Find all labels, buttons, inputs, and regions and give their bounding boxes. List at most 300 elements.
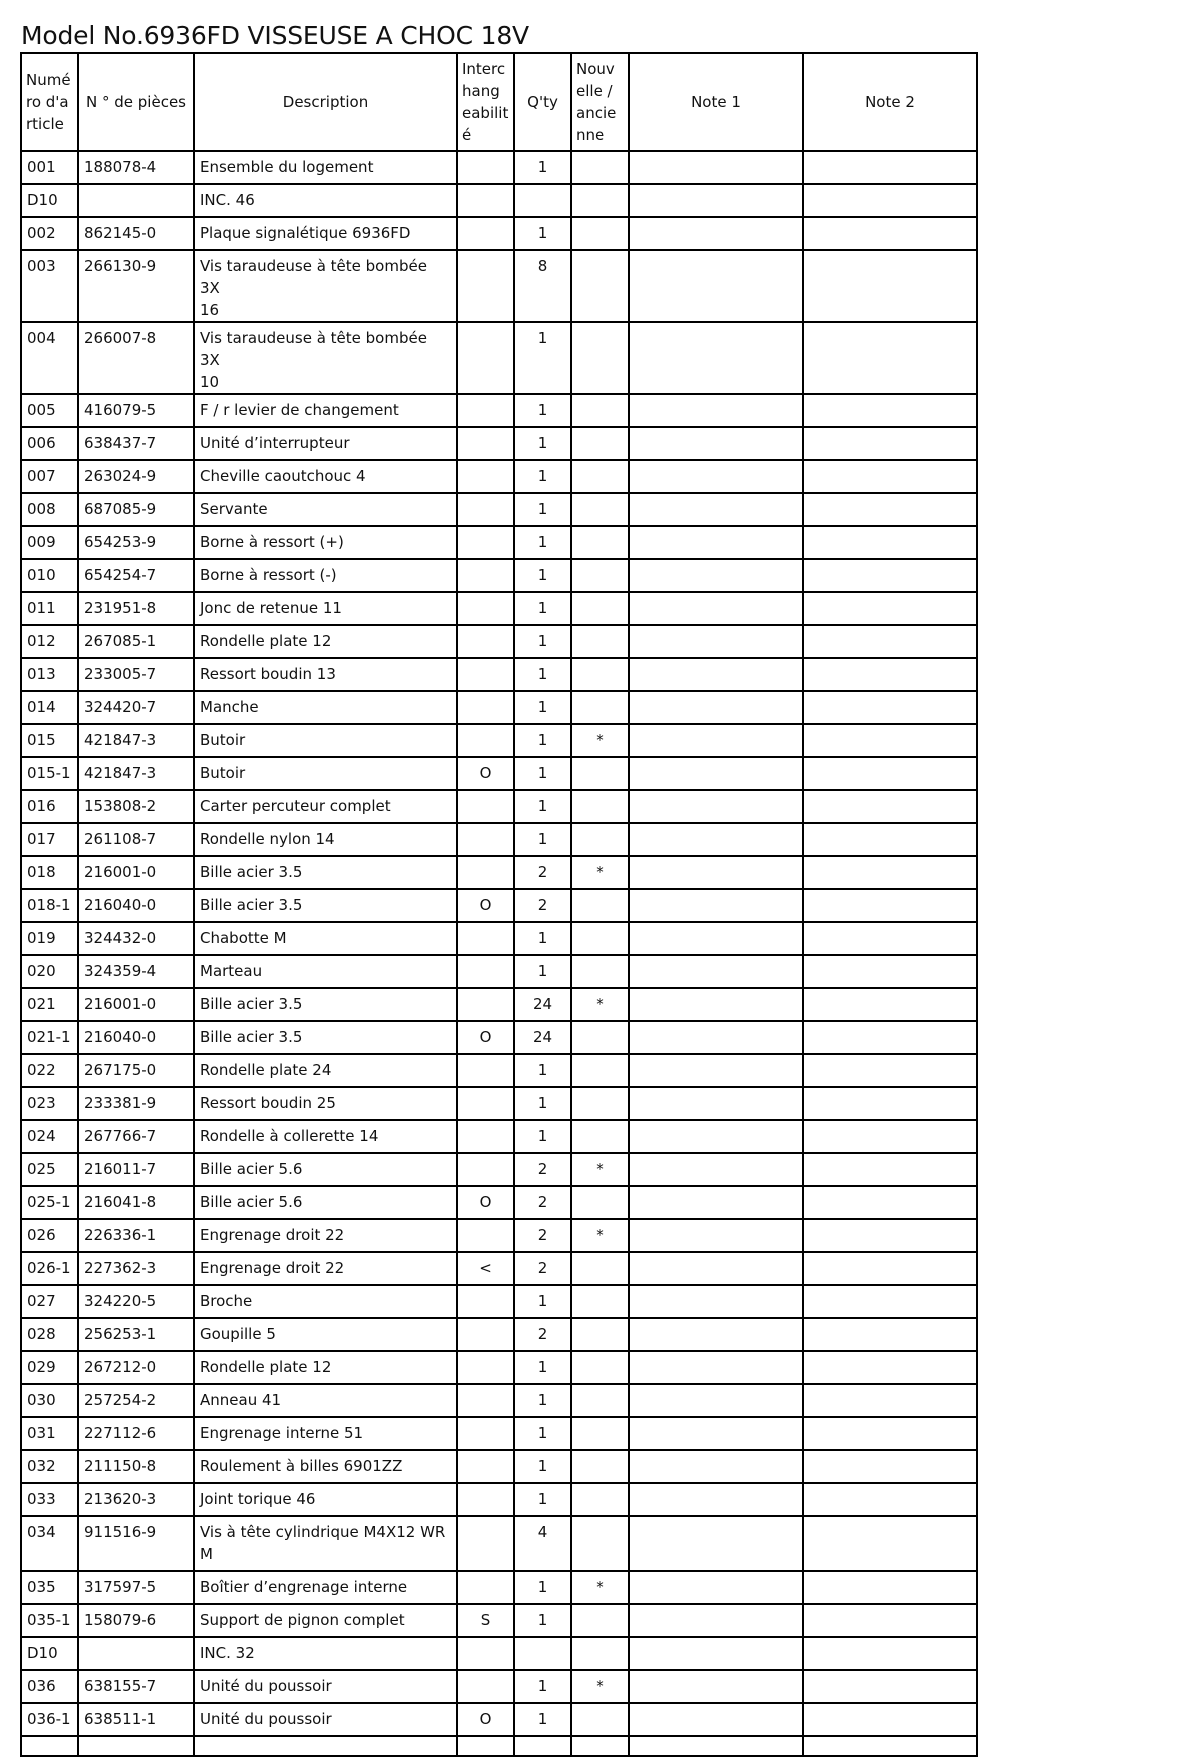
note-2-cell [803,1450,977,1483]
part-number-cell: 256253-1 [78,1318,194,1351]
quantity-cell: 1 [514,526,571,559]
note-1-cell [629,526,803,559]
item-number-cell: D10 [21,1637,78,1670]
new-old-cell: * [571,988,629,1021]
description-cell: Rondelle nylon 14 [194,823,457,856]
item-number-cell: 032 [21,1450,78,1483]
note-2-cell [803,1604,977,1637]
description-cell: Engrenage interne 51 [194,1417,457,1450]
note-2-cell [803,559,977,592]
new-old-cell [571,889,629,922]
description-cell: Joint torique 46 [194,1483,457,1516]
description-cell: Marteau [194,955,457,988]
item-number-cell: 035-1 [21,1604,78,1637]
new-old-cell: * [571,1219,629,1252]
part-number-cell: 638155-7 [78,1670,194,1703]
note-1-cell [629,1637,803,1670]
new-old-cell [571,1703,629,1736]
description-cell: Anneau 41 [194,1384,457,1417]
interchangeability-cell [457,526,514,559]
item-number-cell: 022 [21,1054,78,1087]
new-old-cell [571,1417,629,1450]
new-old-cell [571,526,629,559]
description-cell: Bille acier 3.5 [194,988,457,1021]
note-2-cell [803,856,977,889]
item-number-cell: 007 [21,460,78,493]
part-number-cell: 216001-0 [78,988,194,1021]
interchangeability-cell [457,460,514,493]
interchangeability-cell [457,151,514,184]
interchangeability-cell [457,322,514,394]
table-row [21,526,977,559]
note-2-cell [803,427,977,460]
quantity-cell: 1 [514,322,571,394]
note-1-cell [629,592,803,625]
new-old-cell [571,757,629,790]
table-row [21,1703,977,1736]
new-old-cell [571,955,629,988]
table-row [21,856,977,889]
part-number-cell: 216001-0 [78,856,194,889]
item-number-cell: 027 [21,1285,78,1318]
interchangeability-cell: O [457,1186,514,1219]
note-2-cell [803,823,977,856]
description-cell: Unité du poussoir [194,1703,457,1736]
note-1-cell [629,460,803,493]
interchangeability-cell [457,625,514,658]
note-2-cell [803,922,977,955]
quantity-cell: 4 [514,1516,571,1571]
interchangeability-cell [457,1670,514,1703]
part-number-cell: 231951-8 [78,592,194,625]
table-row [21,1219,977,1252]
note-1-cell [629,1736,803,1756]
item-number-cell: 035 [21,1571,78,1604]
description-cell: Support de pignon complet [194,1604,457,1637]
interchangeability-cell [457,592,514,625]
interchangeability-cell [457,724,514,757]
new-old-cell [571,1087,629,1120]
note-2-cell [803,1670,977,1703]
note-1-cell [629,1384,803,1417]
note-2-cell [803,889,977,922]
new-old-cell [571,691,629,724]
item-number-cell: 014 [21,691,78,724]
interchangeability-cell [457,691,514,724]
table-row [21,757,977,790]
part-number-cell: 421847-3 [78,724,194,757]
header-part-number: N ° de pièces [78,53,194,151]
note-2-cell [803,394,977,427]
table-row [21,988,977,1021]
item-number-cell: 021 [21,988,78,1021]
interchangeability-cell [457,1637,514,1670]
description-cell: Butoir [194,757,457,790]
header-new-old: Nouv elle / ancie nne [571,53,629,151]
interchangeability-cell [457,1736,514,1756]
description-cell [194,1736,457,1756]
new-old-cell [571,1318,629,1351]
item-number-cell: 026-1 [21,1252,78,1285]
interchangeability-cell [457,955,514,988]
interchangeability-cell: O [457,1021,514,1054]
part-number-cell: 227112-6 [78,1417,194,1450]
quantity-cell: 1 [514,559,571,592]
note-2-cell [803,1417,977,1450]
parts-table [20,52,978,1757]
new-old-cell [571,790,629,823]
note-1-cell [629,217,803,250]
table-row [21,1087,977,1120]
quantity-cell: 2 [514,1219,571,1252]
item-number-cell: 008 [21,493,78,526]
table-row [21,658,977,691]
quantity-cell: 1 [514,394,571,427]
new-old-cell: * [571,724,629,757]
description-cell: Jonc de retenue 11 [194,592,457,625]
header-item-number: Numé ro d'a rticle [21,53,78,151]
note-2-cell [803,526,977,559]
note-2-cell [803,1087,977,1120]
part-number-cell: 216041-8 [78,1186,194,1219]
description-cell: Bille acier 3.5 [194,889,457,922]
interchangeability-cell [457,1153,514,1186]
note-2-cell [803,625,977,658]
interchangeability-cell: O [457,1703,514,1736]
interchangeability-cell [457,184,514,217]
interchangeability-cell [457,217,514,250]
description-cell: Engrenage droit 22 [194,1219,457,1252]
header-interchangeability: Interc hang eabilit é [457,53,514,151]
part-number-cell: 257254-2 [78,1384,194,1417]
part-number-cell: 263024-9 [78,460,194,493]
item-number-cell: 010 [21,559,78,592]
item-number-cell: 024 [21,1120,78,1153]
note-1-cell [629,757,803,790]
table-row [21,1417,977,1450]
document-title: Model No.6936FD VISSEUSE A CHOC 18V [21,21,529,50]
new-old-cell: * [571,1670,629,1703]
table-row [21,1186,977,1219]
interchangeability-cell [457,1318,514,1351]
note-1-cell [629,1450,803,1483]
interchangeability-cell [457,559,514,592]
part-number-cell: 227362-3 [78,1252,194,1285]
interchangeability-cell: O [457,757,514,790]
note-2-cell [803,955,977,988]
item-number-cell: 031 [21,1417,78,1450]
quantity-cell: 1 [514,1054,571,1087]
part-number-cell: 654254-7 [78,559,194,592]
part-number-cell: 267085-1 [78,625,194,658]
table-row [21,1285,977,1318]
interchangeability-cell [457,1054,514,1087]
item-number-cell: 028 [21,1318,78,1351]
description-cell: Vis taraudeuse à tête bombée 3X 10 [194,322,457,394]
new-old-cell [571,493,629,526]
note-2-cell [803,1318,977,1351]
description-cell: Ressort boudin 25 [194,1087,457,1120]
header-quantity: Q'ty [514,53,571,151]
note-2-cell [803,658,977,691]
header-note-2: Note 2 [803,53,977,151]
table-row [21,625,977,658]
table-row [21,1637,977,1670]
table-row [21,1483,977,1516]
new-old-cell [571,394,629,427]
interchangeability-cell [457,493,514,526]
note-2-cell [803,988,977,1021]
quantity-cell: 1 [514,1571,571,1604]
description-cell: Bille acier 3.5 [194,856,457,889]
new-old-cell [571,922,629,955]
description-cell: Boîtier d’engrenage interne [194,1571,457,1604]
part-number-cell: 216040-0 [78,889,194,922]
table-row [21,1670,977,1703]
note-1-cell [629,1571,803,1604]
part-number-cell: 233381-9 [78,1087,194,1120]
quantity-cell: 2 [514,856,571,889]
table-row [21,217,977,250]
note-2-cell [803,1120,977,1153]
description-cell: Bille acier 3.5 [194,1021,457,1054]
interchangeability-cell: O [457,889,514,922]
item-number-cell: 026 [21,1219,78,1252]
item-number-cell: 020 [21,955,78,988]
new-old-cell [571,1736,629,1756]
note-1-cell [629,889,803,922]
note-1-cell [629,1483,803,1516]
note-2-cell [803,1219,977,1252]
note-2-cell [803,1483,977,1516]
item-number-cell: 036 [21,1670,78,1703]
new-old-cell [571,658,629,691]
description-cell: Broche [194,1285,457,1318]
new-old-cell [571,250,629,322]
note-2-cell [803,151,977,184]
interchangeability-cell: S [457,1604,514,1637]
item-number-cell: 023 [21,1087,78,1120]
part-number-cell: 317597-5 [78,1571,194,1604]
quantity-cell: 2 [514,1252,571,1285]
item-number-cell: 036-1 [21,1703,78,1736]
part-number-cell: 911516-9 [78,1516,194,1571]
part-number-cell: 158079-6 [78,1604,194,1637]
note-1-cell [629,394,803,427]
table-row [21,823,977,856]
description-cell: Rondelle à collerette 14 [194,1120,457,1153]
new-old-cell [571,1252,629,1285]
note-1-cell [629,493,803,526]
note-2-cell [803,217,977,250]
note-2-cell [803,1351,977,1384]
description-cell: INC. 46 [194,184,457,217]
item-number-cell: 018-1 [21,889,78,922]
new-old-cell [571,1054,629,1087]
interchangeability-cell: < [457,1252,514,1285]
quantity-cell: 1 [514,1285,571,1318]
quantity-cell: 1 [514,724,571,757]
quantity-cell: 1 [514,1384,571,1417]
table-row [21,559,977,592]
table-row [21,184,977,217]
table-row [21,1153,977,1186]
quantity-cell [514,1736,571,1756]
quantity-cell [514,184,571,217]
new-old-cell [571,1384,629,1417]
part-number-cell: 421847-3 [78,757,194,790]
description-cell: Plaque signalétique 6936FD [194,217,457,250]
quantity-cell: 2 [514,889,571,922]
part-number-cell: 324432-0 [78,922,194,955]
note-1-cell [629,559,803,592]
item-number-cell: 012 [21,625,78,658]
interchangeability-cell [457,1120,514,1153]
item-number-cell: 004 [21,322,78,394]
new-old-cell [571,559,629,592]
note-1-cell [629,1252,803,1285]
table-row [21,955,977,988]
table-row [21,394,977,427]
table-row [21,790,977,823]
part-number-cell [78,184,194,217]
part-number-cell: 211150-8 [78,1450,194,1483]
description-cell: Unité d’interrupteur [194,427,457,460]
note-2-cell [803,1637,977,1670]
note-1-cell [629,1318,803,1351]
item-number-cell: 025-1 [21,1186,78,1219]
note-2-cell [803,1186,977,1219]
note-2-cell [803,1516,977,1571]
description-cell: Roulement à billes 6901ZZ [194,1450,457,1483]
note-1-cell [629,1087,803,1120]
new-old-cell [571,460,629,493]
part-number-cell [78,1736,194,1756]
new-old-cell [571,1604,629,1637]
note-2-cell [803,1021,977,1054]
quantity-cell: 1 [514,427,571,460]
note-1-cell [629,1670,803,1703]
part-number-cell: 188078-4 [78,151,194,184]
item-number-cell: 017 [21,823,78,856]
description-cell: Ensemble du logement [194,151,457,184]
item-number-cell: 019 [21,922,78,955]
new-old-cell [571,625,629,658]
new-old-cell [571,1021,629,1054]
interchangeability-cell [457,394,514,427]
quantity-cell: 2 [514,1186,571,1219]
interchangeability-cell [457,823,514,856]
note-2-cell [803,592,977,625]
table-row [21,1120,977,1153]
new-old-cell [571,322,629,394]
quantity-cell: 1 [514,151,571,184]
table-header-row [21,53,977,151]
note-1-cell [629,427,803,460]
description-cell: Rondelle plate 12 [194,625,457,658]
note-1-cell [629,1054,803,1087]
quantity-cell: 24 [514,988,571,1021]
quantity-cell: 1 [514,823,571,856]
item-number-cell: 002 [21,217,78,250]
item-number-cell: 021-1 [21,1021,78,1054]
part-number-cell: 654253-9 [78,526,194,559]
item-number-cell: D10 [21,184,78,217]
description-cell: Manche [194,691,457,724]
item-number-cell: 005 [21,394,78,427]
new-old-cell [571,1351,629,1384]
quantity-cell [514,1637,571,1670]
quantity-cell: 1 [514,757,571,790]
part-number-cell: 266130-9 [78,250,194,322]
new-old-cell [571,823,629,856]
new-old-cell [571,1516,629,1571]
table-row [21,1054,977,1087]
note-2-cell [803,757,977,790]
part-number-cell: 416079-5 [78,394,194,427]
interchangeability-cell [457,856,514,889]
interchangeability-cell [457,790,514,823]
part-number-cell: 153808-2 [78,790,194,823]
part-number-cell: 324359-4 [78,955,194,988]
note-1-cell [629,1219,803,1252]
part-number-cell: 226336-1 [78,1219,194,1252]
table-row [21,922,977,955]
note-2-cell [803,1285,977,1318]
part-number-cell: 267766-7 [78,1120,194,1153]
interchangeability-cell [457,1351,514,1384]
table-row [21,493,977,526]
quantity-cell: 1 [514,1670,571,1703]
note-1-cell [629,322,803,394]
description-cell: Servante [194,493,457,526]
note-1-cell [629,1351,803,1384]
note-1-cell [629,1285,803,1318]
quantity-cell: 1 [514,658,571,691]
item-number-cell: 003 [21,250,78,322]
item-number-cell: 001 [21,151,78,184]
quantity-cell: 1 [514,1450,571,1483]
interchangeability-cell [457,658,514,691]
item-number-cell: 015-1 [21,757,78,790]
quantity-cell: 1 [514,1483,571,1516]
interchangeability-cell [457,922,514,955]
description-cell: Bille acier 5.6 [194,1153,457,1186]
interchangeability-cell [457,1571,514,1604]
quantity-cell: 1 [514,460,571,493]
note-2-cell [803,1384,977,1417]
table-row [21,427,977,460]
note-1-cell [629,724,803,757]
note-2-cell [803,1703,977,1736]
description-cell: Engrenage droit 22 [194,1252,457,1285]
quantity-cell: 24 [514,1021,571,1054]
item-number-cell: 009 [21,526,78,559]
interchangeability-cell [457,988,514,1021]
interchangeability-cell [457,1219,514,1252]
note-1-cell [629,790,803,823]
new-old-cell [571,217,629,250]
new-old-cell [571,427,629,460]
part-number-cell: 324220-5 [78,1285,194,1318]
note-2-cell [803,460,977,493]
part-number-cell: 687085-9 [78,493,194,526]
quantity-cell: 8 [514,250,571,322]
note-2-cell [803,1054,977,1087]
description-cell: INC. 32 [194,1637,457,1670]
note-1-cell [629,151,803,184]
new-old-cell: * [571,856,629,889]
